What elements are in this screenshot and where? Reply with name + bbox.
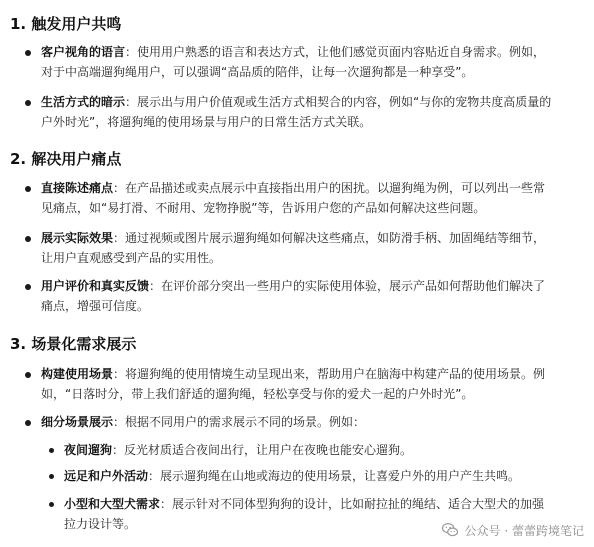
item-term: 展示实际效果 — [41, 231, 114, 245]
item-text: ：展示针对不同体型狗狗的设计，比如耐拉扯的绳结、适合大型犬的加强 — [160, 497, 545, 511]
list-item — [41, 364, 581, 404]
item-text: 拉力设计等。 — [64, 517, 137, 531]
item-text: 户外时光”，将遛狗绳的使用场景与用户的日常生活方式关联。 — [41, 115, 372, 129]
item-term: 生活方式的暗示 — [41, 95, 126, 109]
section-title-3: 3. 场景化需求展示 — [10, 335, 137, 353]
bullet-icon — [25, 420, 31, 426]
sub-bullet-icon — [49, 474, 54, 479]
sub-bullet-icon — [49, 448, 54, 453]
item-term: 夜间遛狗 — [64, 443, 113, 457]
bullet-icon — [25, 186, 31, 192]
item-text: ：根据不同用户的需求展示不同的场景。例如： — [113, 415, 366, 429]
item-text: 见痛点，如“易打滑、不耐用、宠物挣脱”等，告诉用户您的产品如何解决这些问题。 — [41, 201, 486, 215]
watermark — [441, 521, 584, 539]
bullet-icon — [25, 284, 31, 290]
item-text: 痛点，增强可信度。 — [41, 299, 150, 313]
sub-list-item — [64, 466, 584, 486]
item-text: ：在评价部分突出一些用户的实际使用体验，展示产品如何帮助他们解决了 — [149, 279, 546, 293]
item-text: ：通过视频或图片展示遛狗绳如何解决这些痛点，如防滑手柄、加固绳结等细节， — [113, 231, 546, 245]
item-text: ：使用用户熟悉的语言和表达方式，让他们感觉页面内容贴近自身需求。例如， — [125, 45, 546, 59]
watermark-text: 公众号 · 蕾蕾跨境笔记 — [464, 523, 584, 538]
sub-list-item — [64, 440, 584, 460]
section-title-2: 2. 解决用户痛点 — [10, 150, 122, 168]
bullet-icon — [25, 100, 31, 106]
item-term: 细分场景展示 — [41, 415, 114, 429]
section-title-1: 1. 触发用户共鸣 — [10, 15, 122, 33]
item-term: 构建使用场景 — [41, 367, 114, 381]
item-text: 如，“日落时分，带上我们舒适的遛狗绳，轻松享受与你的爱犬一起的户外时光”。 — [41, 387, 474, 401]
item-term: 远足和户外活动 — [64, 469, 149, 483]
list-item — [41, 178, 581, 218]
item-text: 让用户直观感受到产品的实用性。 — [41, 251, 222, 265]
list-item — [41, 42, 581, 82]
item-term: 客户视角的语言 — [41, 45, 126, 59]
item-text: 对于中高端遛狗绳用户，可以强调“高品质的陪伴，让每一次遛狗都是一种享受”。 — [41, 65, 474, 79]
sub-bullet-icon — [49, 502, 54, 507]
item-term: 用户评价和真实反馈 — [41, 279, 150, 293]
bullet-icon — [25, 372, 31, 378]
list-item — [41, 412, 581, 432]
item-text: ：在产品描述或卖点展示中直接指出用户的困扰。以遛狗绳为例，可以列出一些常 — [113, 181, 546, 195]
item-text: ：将遛狗绳的使用情境生动呈现出来，帮助用户在脑海中构建产品的使用场景。例 — [113, 367, 546, 381]
item-term: 直接陈述痛点 — [41, 181, 114, 195]
wechat-icon — [441, 521, 459, 539]
list-item — [41, 92, 581, 132]
item-text: ：展示遛狗绳在山地或海边的使用场景，让喜爱户外的用户产生共鸣。 — [148, 469, 521, 483]
item-text: ：反光材质适合夜间出行，让用户在夜晚也能安心遛狗。 — [112, 443, 413, 457]
list-item — [41, 276, 581, 316]
item-text: ：展示出与用户价值观或生活方式相契合的内容，例如“与你的宠物共度高质量的 — [125, 95, 552, 109]
bullet-icon — [25, 236, 31, 242]
bullet-icon — [25, 50, 31, 56]
item-term: 小型和大型犬需求 — [64, 497, 161, 511]
list-item — [41, 228, 581, 268]
